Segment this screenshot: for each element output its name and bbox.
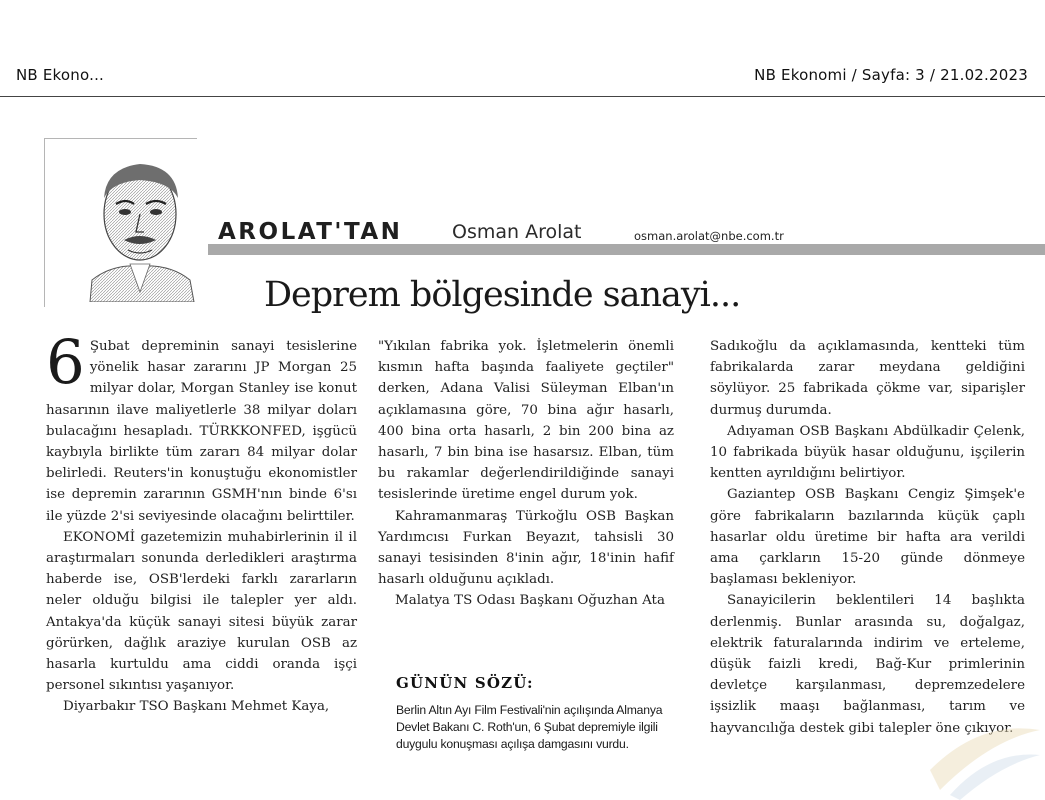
column-name: AROLAT'TAN [218,219,403,245]
quote-text: Berlin Altın Ayı Film Festivali'nin açılışında Almanya Devlet Bakanı C. Roth'un, 6 Şubat depremiyle ilgili duygulu konuşması açılışa damgasını vurdu. [396,703,663,752]
paragraph: "Yıkılan fabrika yok. İşletmelerin önemli kısmın hafta başında faaliyete geçtiler" derken, Adana Valisi Süleyman Elban'ın açıklamasına göre, 70 bina ağır hasarlı, 400 bina orta hasarlı, 2 bin 200 bina az hasarlı, 7 bin bina ise hasarsız. Elban, tüm bu rakamlar değerlendirildiğinde sanayi tesislerinde üretime engel durum yok. [378,339,674,503]
paragraph: EKONOMİ gazetemizin muhabirlerinin il il araştırmaları sonunda derledikleri araştırma haberde ise, OSB'lerdeki farklı zararların neler olduğu bilgisi ile talepler yer aldı. Antakya'da küçük sanayi sitesi büyük zarar görürken, dağlık araziye kurulan OSB az hasarla kurtuldu ama ciddi oranda işçi personel sıkıntısı yaşanıyor. [46,529,357,694]
watermark-swoosh [930,700,1040,800]
drop-cap: 6 [46,327,85,398]
paragraph: Kahramanmaraş Türkoğlu OSB Başkan Yardımcısı Furkan Beyazıt, tahsisli 30 sanayi tesisinden 8'inin ağır, 18'inin hafif hasarlı olduğunu açıkladı. [378,508,674,588]
paragraph: 6 Şubat depreminin sanayi tesislerine yönelik hasar zararını JP Morgan 25 milyar dolar, Morgan Stanley ise konut hasarının ilave maliyetlerle 38 milyar doları bulacağını hesapladı. TÜRKKONFED, işgücü kaybıyla birlikte tüm zararı 84 milyar dolar belirledi. Reuters'in konuştuğu ekonomistler ise depremin zararının GSMH'nın binde 6'sı ile yüzde 2'si seviyesinde olacağını belirttiler. [46,327,357,524]
author-name: Osman Arolat [452,221,582,243]
header-divider [0,96,1045,97]
article-column-3 [710,336,1025,739]
article-column-2 [378,336,674,612]
quote-of-the-day-box [388,668,678,754]
paragraph: Sanayicilerin beklentileri 14 başlıkta derlenmiş. Bunlar arasında su, doğalgaz, elektrik faturalarında indirim ve erteleme, düşük faizli kredi, Bağ-Kur primlerinin devletçe karşılanması, depremzedelere işsizlik maaşı bağlanması, tarım ve hayvancılığa destek gibi talepler öne çıkıyor. [710,593,1025,736]
paragraph: Sadıkoğlu da açıklamasında, kentteki tüm fabrikalarda zarar meydana geldiğini söylüyor. 25 fabrikada çökme var, siparişler durmuş durumda. [710,339,1025,418]
author-portrait [82,152,200,302]
paragraph: Gaziantep OSB Başkanı Cengiz Şimşek'e göre fabrikaların bazılarında küçük çaplı hasarlar oldu üretime bir hafta ara verildi ama çarkların 15-20 günde dönmeye başlaması bekleniyor. [710,487,1025,588]
quote-title: GÜNÜN SÖZÜ: [396,674,534,692]
column-heading-bar [208,244,1045,255]
paragraph: Diyarbakır TSO Başkanı Mehmet Kaya, [63,699,330,715]
paragraph: Adıyaman OSB Başkanı Abdülkadir Çelenk, 10 fabrikada büyük hasar olduğunu, işçilerin kentten ayrıldığını belirtiyor. [710,423,1025,482]
author-email: osman.arolat@nbe.com.tr [634,229,784,243]
paragraph: Malatya TS Odası Başkanı Oğuzhan Ata [395,593,665,609]
page-info: NB Ekonomi / Sayfa: 3 / 21.02.2023 [754,66,1028,84]
publication-label: NB Ekono... [16,66,105,84]
article-column-1 [46,327,357,718]
article-headline: Deprem bölgesinde sanayi... [264,275,741,315]
